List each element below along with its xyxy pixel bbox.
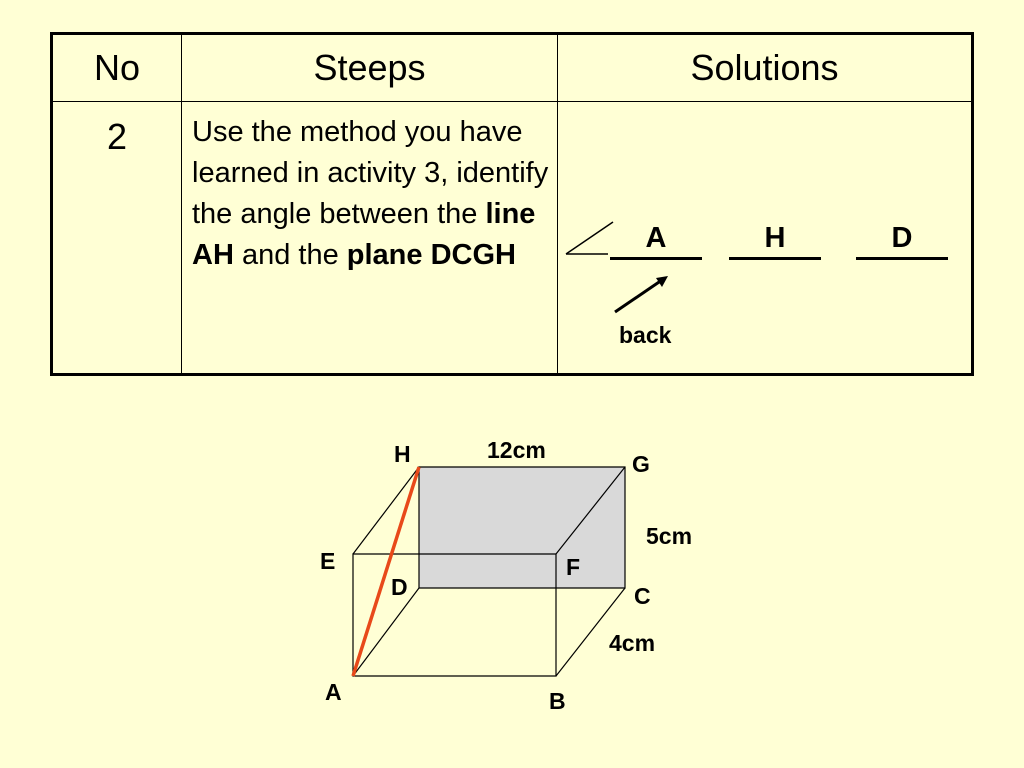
dimension-height: 5cm (646, 523, 693, 549)
answer-blank-3: D (856, 222, 948, 260)
steps-bold-plane: plane DCGH (346, 239, 516, 271)
edge-ad (353, 588, 419, 676)
answer-blank-1: A (610, 222, 702, 260)
vertex-label-d: D (391, 574, 408, 600)
dimension-depth: 4cm (609, 630, 656, 656)
answer-blank-2: H (729, 222, 821, 260)
shaded-plane-dcgh (419, 467, 625, 588)
header-solutions: Solutions (558, 34, 973, 102)
header-no: No (52, 34, 182, 102)
vertex-label-e: E (320, 548, 336, 574)
steps-text-part: Use the method you have learned in activity 3, identify the angle between the (192, 116, 549, 230)
steps-text-part: and the (233, 239, 347, 271)
steps-bold-line: line AH (192, 198, 536, 271)
vertex-label-h: H (394, 441, 411, 467)
row-number: 2 (52, 102, 182, 375)
vertex-label-c: C (634, 583, 651, 609)
line-ah (353, 467, 419, 676)
vertex-label-f: F (566, 554, 581, 580)
vertex-label-b: B (549, 688, 566, 714)
vertex-label-a: A (325, 679, 342, 705)
dimension-length: 12cm (487, 437, 546, 463)
edge-eh (353, 467, 419, 554)
header-steps: Steeps (182, 34, 558, 102)
vertex-label-g: G (632, 451, 650, 477)
back-link[interactable]: back (619, 322, 672, 348)
